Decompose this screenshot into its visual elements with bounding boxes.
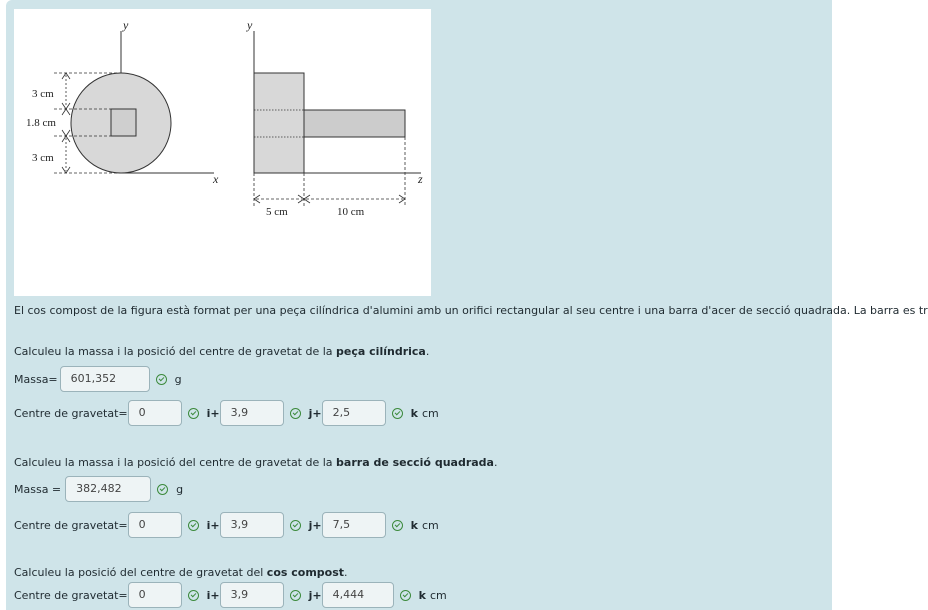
check-icon — [400, 590, 411, 601]
q2-cg-label: Centre de gravetat= — [14, 518, 128, 532]
q1-mass-row — [14, 366, 182, 392]
cm-unit: cm — [429, 588, 447, 602]
j-label: j+ — [308, 588, 322, 602]
problem-figure — [14, 9, 431, 296]
q2-mass-label: Massa = — [14, 482, 62, 496]
q2-mass-row — [14, 476, 183, 502]
left-x-axis-label: x — [213, 172, 219, 186]
dim-bottom-label: 3 cm — [32, 152, 54, 164]
k-label: k — [418, 588, 426, 602]
q3-cg-label: Centre de gravetat= — [14, 588, 128, 602]
cm-unit: cm — [421, 406, 439, 420]
right-z-axis-label: z — [418, 172, 423, 186]
problem-statement: El cos compost de la figura està format per una peça cilíndrica d'alumini amb un orifici rectangular al seu centre i una barra d'acer de secció quadrada. La barra es tr — [14, 304, 928, 317]
q2-mass-input[interactable]: 382,482 — [65, 476, 151, 502]
q3-cg-x-input[interactable]: 0 — [128, 582, 182, 608]
side-view-drawing — [254, 31, 421, 206]
q1-bold: peça cilíndrica — [336, 345, 426, 358]
q1-mass-label: Massa= — [14, 372, 58, 386]
check-icon — [392, 408, 403, 419]
q1-mass-input[interactable]: 601,352 — [60, 366, 150, 392]
dim-mid-label: 1.8 cm — [26, 117, 56, 129]
q2-bold: barra de secció quadrada — [336, 456, 494, 469]
check-icon — [290, 590, 301, 601]
right-y-axis-label: y — [247, 18, 253, 32]
left-y-axis-label: y — [123, 18, 129, 32]
q2-cg-z-input[interactable]: 7,5 — [322, 512, 386, 538]
q2-prefix: Calculeu la massa i la posició del centre de gravetat de la — [14, 456, 337, 469]
j-label: j+ — [308, 406, 322, 420]
dim-top-label: 3 cm — [32, 88, 54, 100]
q1-cg-y-input[interactable]: 3,9 — [220, 400, 284, 426]
i-label: i+ — [206, 406, 220, 420]
q1-suffix: . — [425, 345, 430, 358]
j-label: j+ — [308, 518, 322, 532]
dim-10cm-label: 10 cm — [337, 206, 365, 218]
i-label: i+ — [206, 588, 220, 602]
q3-cg-z-input[interactable]: 4,444 — [322, 582, 394, 608]
q1-cg-label: Centre de gravetat= — [14, 406, 128, 420]
check-icon — [157, 484, 168, 495]
q1-cg-x-input[interactable]: 0 — [128, 400, 182, 426]
q1-cg-z-input[interactable]: 2,5 — [322, 400, 386, 426]
dim-5cm-label: 5 cm — [266, 206, 288, 218]
question-2-text — [14, 456, 497, 469]
q2-cg-x-input[interactable]: 0 — [128, 512, 182, 538]
check-icon — [156, 374, 167, 385]
q3-prefix: Calculeu la posició del centre de gravetat del — [14, 566, 267, 579]
q1-prefix: Calculeu la massa i la posició del centre de gravetat de la — [14, 345, 337, 358]
q3-cg-row — [14, 582, 447, 608]
cm-unit: cm — [421, 518, 439, 532]
k-label: k — [410, 518, 418, 532]
k-label: k — [410, 406, 418, 420]
check-icon — [188, 408, 199, 419]
q3-suffix: . — [344, 566, 348, 579]
q2-cg-y-input[interactable]: 3,9 — [220, 512, 284, 538]
question-1-text — [14, 345, 429, 358]
check-icon — [392, 520, 403, 531]
q2-suffix: . — [493, 456, 498, 469]
check-icon — [188, 520, 199, 531]
check-icon — [290, 520, 301, 531]
q1-cg-row — [14, 400, 439, 426]
question-3-text — [14, 566, 348, 579]
q3-cg-y-input[interactable]: 3,9 — [220, 582, 284, 608]
check-icon — [188, 590, 199, 601]
q2-cg-row — [14, 512, 439, 538]
q2-mass-unit: g — [176, 482, 184, 496]
i-label: i+ — [206, 518, 220, 532]
front-view-drawing — [54, 31, 214, 173]
q3-bold: cos compost — [266, 566, 345, 579]
q1-mass-unit: g — [174, 372, 182, 386]
check-icon — [290, 408, 301, 419]
